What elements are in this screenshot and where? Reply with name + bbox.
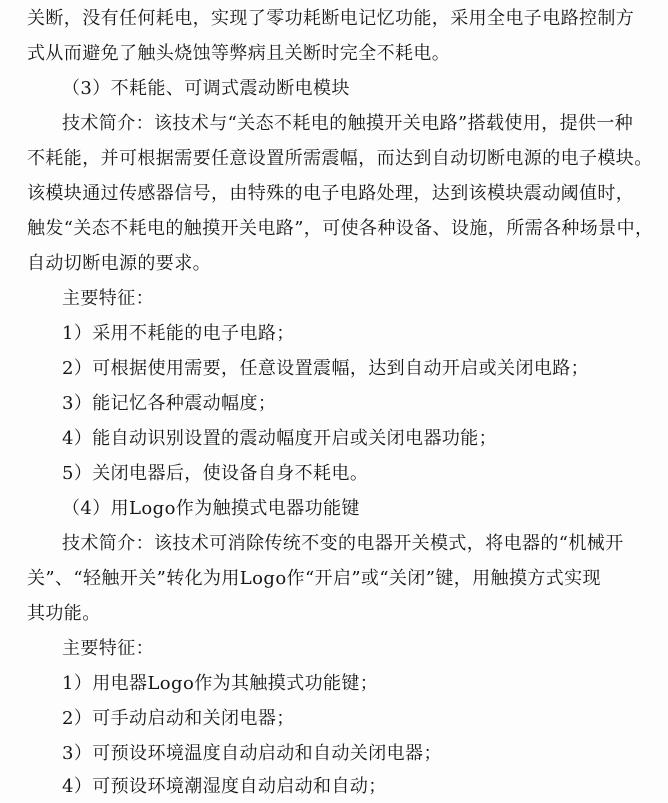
section-4-feature-2: 2）可手动启动和关闭电器； (62, 708, 295, 729)
section-3-feature-1: 1）采用不耗能的电子电路； (62, 323, 295, 344)
intro-line-2: 式从而避免了触头烧蚀等弊病且关断时完全不耗电。 (27, 43, 451, 64)
section-3-features-label: 主要特征： (62, 288, 154, 309)
section-4-intro-line-2: 关”、“轻触开关”转化为用Logo作“开启”或“关闭”键，用触摸方式实现 (27, 568, 601, 589)
section-3-intro-line-2: 不耗能，并可根据需要任意设置所需震幅，而达到自动切断电源的电子模块。 (27, 148, 653, 169)
section-3-intro-line-5: 自动切断电源的要求。 (27, 253, 211, 274)
section-3-intro-line-3: 该模块通过传感器信号，由特殊的电子电路处理，达到该模块震动阈值时， (27, 183, 635, 204)
section-4-feature-4: 4）可预设环境潮湿度自动启动和自动； (62, 776, 387, 797)
section-3-feature-2: 2）可根据使用需要，任意设置震幅，达到自动开启或关闭电路； (62, 358, 590, 379)
section-3-feature-3: 3）能记忆各种震动幅度； (62, 393, 277, 414)
section-4-feature-1: 1）用电器Logo作为其触摸式功能键； (62, 673, 379, 694)
section-4-heading: （4）用Logo作为触摸式电器功能键 (62, 498, 360, 519)
section-4-intro-line-1: 技术简介：该技术可消除传统不变的电器开关模式，将电器的“机械开 (62, 533, 624, 554)
intro-line-1: 关断，没有任何耗电，实现了零功耗断电记忆功能，采用全电子电路控制方 (27, 8, 635, 29)
section-3-feature-5: 5）关闭电器后，使设备自身不耗电。 (62, 463, 369, 484)
section-4-intro-line-3: 其功能。 (27, 603, 101, 624)
section-3-intro-line-1: 技术简介：该技术与“关态不耗电的触摸开关电路”搭载使用，提供一种 (62, 113, 634, 134)
section-3-heading: （3）不耗能、可调式震动断电模块 (62, 78, 350, 99)
section-4-feature-3: 3）可预设环境温度自动启动和自动关闭电器； (62, 743, 442, 764)
section-3-feature-4: 4）能自动识别设置的震动幅度开启或关闭电器功能； (62, 428, 498, 449)
section-4-features-label: 主要特征： (62, 638, 154, 659)
section-3-intro-line-4: 触发“关态不耗电的触摸开关电路”，可使各种设备、设施，所需各种场景中， (27, 218, 654, 239)
